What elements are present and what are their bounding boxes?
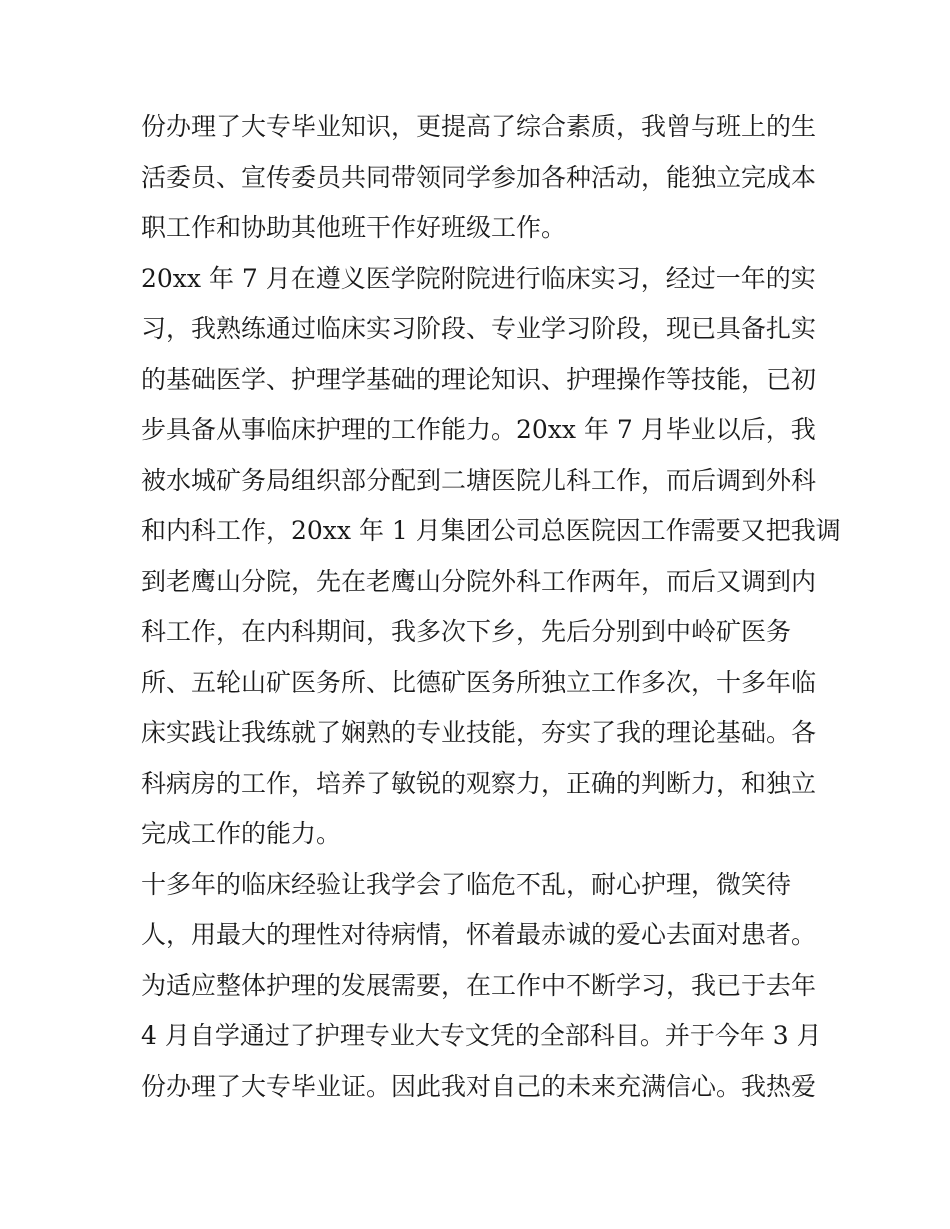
text-line: 活委员、宣传委员共同带领同学参加各种活动，能独立完成本 <box>141 162 817 192</box>
text-line: 人，用最大的理性对待病情，怀着最赤诚的爱心去面对患者。 <box>141 920 817 949</box>
text-line: 份办理了大专毕业证。因此我对自己的未来充满信心。我热爱 <box>141 1071 817 1101</box>
text-line: 科工作，在内科期间，我多次下乡，先后分别到中岭矿医务 <box>141 617 792 646</box>
text-line: 被水城矿务局组织部分配到二塘医院儿科工作，而后调到外科 <box>141 465 817 495</box>
text-line: 为适应整体护理的发展需要，在工作中不断学习，我已于去年 <box>141 970 817 1000</box>
text-line: 职工作和协助其他班干作好班级工作。 <box>141 213 567 242</box>
text-line: 所、五轮山矿医务所、比德矿医务所独立工作多次，十多年临 <box>141 667 817 697</box>
text-line: 科病房的工作，培养了敏锐的观察力，正确的判断力，和独立 <box>141 768 817 798</box>
document-body-text <box>141 102 841 1112</box>
text-line: 到老鹰山分院，先在老鹰山分院外科工作两年，而后又调到内 <box>141 566 817 596</box>
text-line: 床实践让我练就了娴熟的专业技能，夯实了我的理论基础。各 <box>141 718 817 747</box>
text-line: 十多年的临床经验让我学会了临危不乱，耐心护理，微笑待 <box>141 869 792 899</box>
text-line: 步具备从事临床护理的工作能力。20xx 年 7 月毕业以后，我 <box>141 415 816 444</box>
text-line: 完成工作的能力。 <box>141 819 342 848</box>
text-line: 习，我熟练通过临床实习阶段、专业学习阶段，现已具备扎实 <box>141 314 817 343</box>
text-line: 和内科工作，20xx 年 1 月集团公司总医院因工作需要又把我调 <box>141 516 841 545</box>
text-line: 20xx 年 7 月在遵义医学院附院进行临床实习，经过一年的实 <box>141 263 816 293</box>
text-line: 份办理了大专毕业知识，更提高了综合素质，我曾与班上的生 <box>141 112 817 141</box>
text-line: 4 月自学通过了护理专业大专文凭的全部科目。并于今年 3 月 <box>141 1021 822 1050</box>
text-line: 的基础医学、护理学基础的理论知识、护理操作等技能，已初 <box>141 364 817 394</box>
